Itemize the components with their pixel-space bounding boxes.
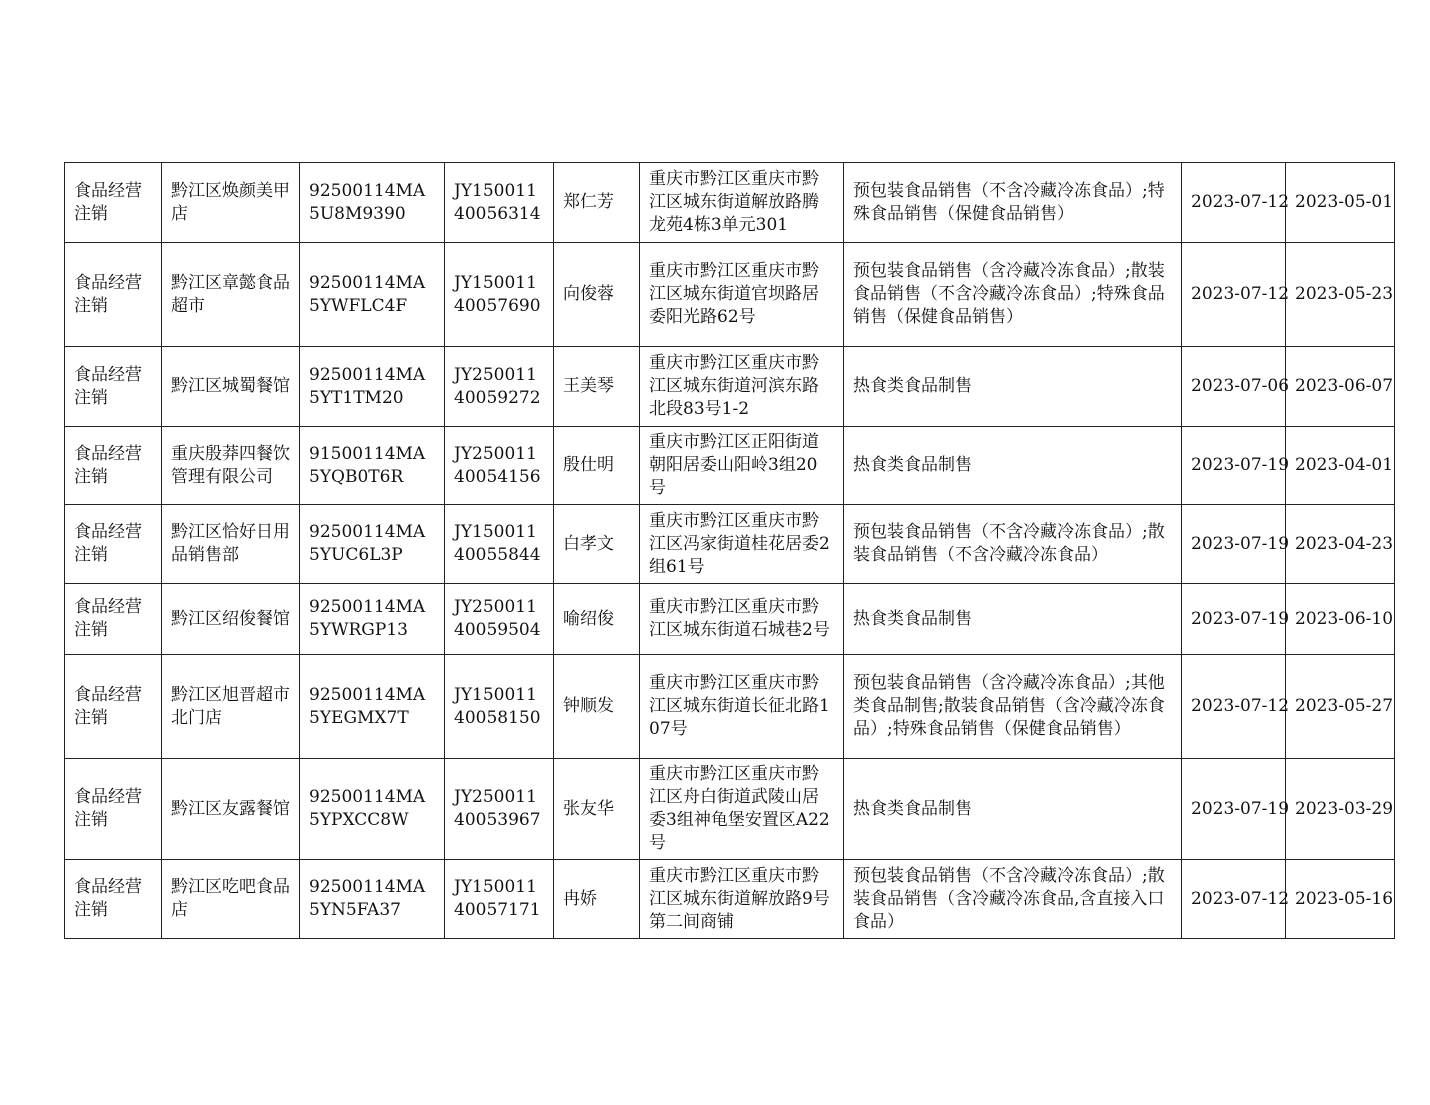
- cell-license-no: JY25001140054156: [445, 427, 554, 505]
- cell-type: 食品经营注销: [65, 347, 162, 427]
- cell-end-date: 2023-04-01: [1286, 427, 1395, 505]
- cell-license-no: JY15001140055844: [445, 505, 554, 584]
- table-row: [65, 347, 1395, 427]
- cell-end-date: 2023-04-23: [1286, 505, 1395, 584]
- cell-license-no: JY25001140059272: [445, 347, 554, 427]
- cell-address: 重庆市黔江区重庆市黔江区城东街道长征北路107号: [640, 655, 844, 759]
- cell-credit-code: 92500114MA5YWFLC4F: [300, 243, 445, 347]
- cell-person: 张友华: [554, 759, 640, 860]
- cell-credit-code: 91500114MA5YQB0T6R: [300, 427, 445, 505]
- cell-credit-code: 92500114MA5U8M9390: [300, 163, 445, 243]
- cell-cancel-date: 2023-07-12: [1182, 860, 1286, 939]
- cell-name: 黔江区城蜀餐馆: [162, 347, 300, 427]
- cell-license-no: JY25001140053967: [445, 759, 554, 860]
- cell-end-date: 2023-03-29: [1286, 759, 1395, 860]
- cell-name: 黔江区吃吧食品店: [162, 860, 300, 939]
- table-row: [65, 163, 1395, 243]
- cell-end-date: 2023-05-23: [1286, 243, 1395, 347]
- cell-name: 黔江区旭晋超市北门店: [162, 655, 300, 759]
- cell-type: 食品经营注销: [65, 584, 162, 655]
- cell-name: 黔江区章懿食品超市: [162, 243, 300, 347]
- cell-type: 食品经营注销: [65, 860, 162, 939]
- cell-cancel-date: 2023-07-12: [1182, 655, 1286, 759]
- cell-license-no: JY15001140057171: [445, 860, 554, 939]
- cell-person: 郑仁芳: [554, 163, 640, 243]
- cell-scope: 预包装食品销售（不含冷藏冷冻食品）;特殊食品销售（保健食品销售）: [844, 163, 1182, 243]
- cell-address: 重庆市黔江区重庆市黔江区城东街道石城巷2号: [640, 584, 844, 655]
- cell-type: 食品经营注销: [65, 427, 162, 505]
- cell-person: 钟顺发: [554, 655, 640, 759]
- cell-end-date: 2023-05-01: [1286, 163, 1395, 243]
- table-row: [65, 584, 1395, 655]
- cell-end-date: 2023-06-07: [1286, 347, 1395, 427]
- cell-cancel-date: 2023-07-19: [1182, 505, 1286, 584]
- cancellation-records-table: [64, 162, 1395, 939]
- cell-cancel-date: 2023-07-12: [1182, 243, 1286, 347]
- cell-cancel-date: 2023-07-19: [1182, 427, 1286, 505]
- cell-license-no: JY25001140059504: [445, 584, 554, 655]
- cell-end-date: 2023-06-10: [1286, 584, 1395, 655]
- cell-cancel-date: 2023-07-19: [1182, 584, 1286, 655]
- cell-credit-code: 92500114MA5YN5FA37: [300, 860, 445, 939]
- cell-type: 食品经营注销: [65, 759, 162, 860]
- cell-name: 黔江区绍俊餐馆: [162, 584, 300, 655]
- cell-scope: 热食类食品制售: [844, 347, 1182, 427]
- cell-cancel-date: 2023-07-06: [1182, 347, 1286, 427]
- table-body: [65, 163, 1395, 939]
- cell-credit-code: 92500114MA5YT1TM20: [300, 347, 445, 427]
- cell-type: 食品经营注销: [65, 655, 162, 759]
- cell-address: 重庆市黔江区重庆市黔江区冯家街道桂花居委2组61号: [640, 505, 844, 584]
- cell-credit-code: 92500114MA5YPXCC8W: [300, 759, 445, 860]
- cell-credit-code: 92500114MA5YWRGP13: [300, 584, 445, 655]
- cell-credit-code: 92500114MA5YEGMX7T: [300, 655, 445, 759]
- cell-scope: 热食类食品制售: [844, 427, 1182, 505]
- cell-name: 黔江区恰好日用品销售部: [162, 505, 300, 584]
- cell-address: 重庆市黔江区重庆市黔江区城东街道河滨东路北段83号1-2: [640, 347, 844, 427]
- cell-end-date: 2023-05-16: [1286, 860, 1395, 939]
- cell-license-no: JY15001140057690: [445, 243, 554, 347]
- cell-scope: 热食类食品制售: [844, 759, 1182, 860]
- cell-license-no: JY15001140056314: [445, 163, 554, 243]
- cell-address: 重庆市黔江区重庆市黔江区城东街道解放路腾龙苑4栋3单元301: [640, 163, 844, 243]
- cell-license-no: JY15001140058150: [445, 655, 554, 759]
- cell-person: 向俊蓉: [554, 243, 640, 347]
- cell-address: 重庆市黔江区重庆市黔江区城东街道解放路9号第二间商铺: [640, 860, 844, 939]
- table-row: [65, 860, 1395, 939]
- cell-cancel-date: 2023-07-12: [1182, 163, 1286, 243]
- cell-name: 黔江区焕颜美甲店: [162, 163, 300, 243]
- cell-scope: 热食类食品制售: [844, 584, 1182, 655]
- cell-type: 食品经营注销: [65, 163, 162, 243]
- cell-person: 王美琴: [554, 347, 640, 427]
- cell-scope: 预包装食品销售（不含冷藏冷冻食品）;散装食品销售（含冷藏冷冻食品,含直接入口食品）: [844, 860, 1182, 939]
- table-row: [65, 243, 1395, 347]
- cell-type: 食品经营注销: [65, 243, 162, 347]
- table-row: [65, 759, 1395, 860]
- cell-name: 重庆殷莽四餐饮管理有限公司: [162, 427, 300, 505]
- cell-scope: 预包装食品销售（含冷藏冷冻食品）;其他类食品制售;散装食品销售（含冷藏冷冻食品）;特殊食品销售（保健食品销售）: [844, 655, 1182, 759]
- table-row: [65, 505, 1395, 584]
- cell-scope: 预包装食品销售（不含冷藏冷冻食品）;散装食品销售（不含冷藏冷冻食品）: [844, 505, 1182, 584]
- cell-person: 冉娇: [554, 860, 640, 939]
- cell-scope: 预包装食品销售（含冷藏冷冻食品）;散装食品销售（不含冷藏冷冻食品）;特殊食品销售（保健食品销售）: [844, 243, 1182, 347]
- cell-person: 殷仕明: [554, 427, 640, 505]
- cell-credit-code: 92500114MA5YUC6L3P: [300, 505, 445, 584]
- cell-end-date: 2023-05-27: [1286, 655, 1395, 759]
- cell-address: 重庆市黔江区重庆市黔江区城东街道官坝路居委阳光路62号: [640, 243, 844, 347]
- cell-person: 白孝文: [554, 505, 640, 584]
- cell-address: 重庆市黔江区正阳街道朝阳居委山阳岭3组20号: [640, 427, 844, 505]
- cell-address: 重庆市黔江区重庆市黔江区舟白街道武陵山居委3组神龟堡安置区A22号: [640, 759, 844, 860]
- table-row: [65, 655, 1395, 759]
- cell-type: 食品经营注销: [65, 505, 162, 584]
- table-row: [65, 427, 1395, 505]
- cell-cancel-date: 2023-07-19: [1182, 759, 1286, 860]
- cell-name: 黔江区友露餐馆: [162, 759, 300, 860]
- cell-person: 喻绍俊: [554, 584, 640, 655]
